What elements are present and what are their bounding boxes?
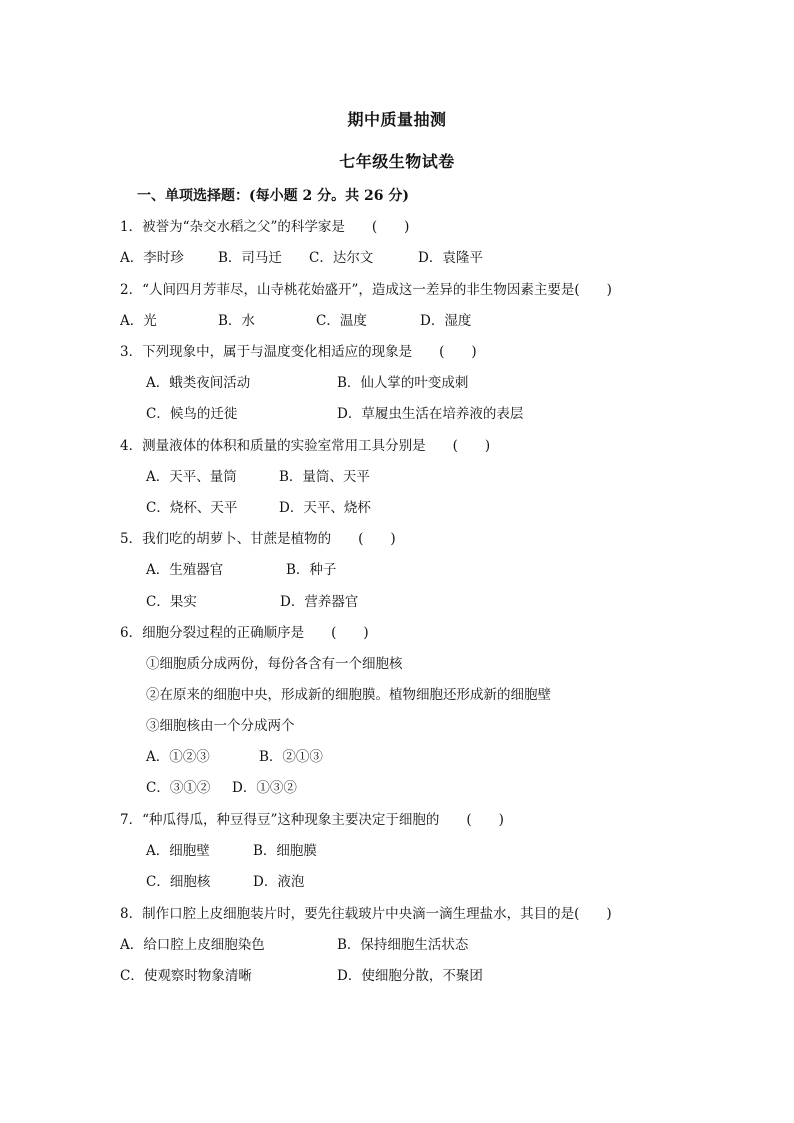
- question-stem: 3．下列现象中，属于与温度变化相适应的现象是 ( ): [120, 344, 477, 360]
- question-stem: 4．测量液体的体积和质量的实验室常用工具分别是 ( ): [120, 438, 491, 454]
- question-option: B．保持细胞生活状态: [337, 937, 469, 953]
- question-stem: 7．“种瓜得瓜，种豆得豆”这种现象主要决定于细胞的 ( ): [120, 812, 504, 828]
- question-option: A．生殖器官: [146, 562, 224, 578]
- question-option: D．袁隆平: [418, 250, 483, 266]
- question-option: C．果实: [146, 594, 197, 610]
- question-option: C．烧杯、天平: [146, 500, 238, 516]
- question-option: B．②①③: [259, 749, 323, 765]
- question-option: C．③①②: [146, 780, 211, 796]
- question-option: D．湿度: [420, 313, 472, 329]
- question-option: B．量筒、天平: [279, 469, 370, 485]
- question-option: A．蛾类夜间活动: [146, 375, 251, 391]
- question-option: D．液泡: [253, 874, 305, 890]
- question-option: A．给口腔上皮细胞染色: [120, 937, 265, 953]
- question-stem: 5．我们吃的胡萝卜、甘蔗是植物的 ( ): [120, 531, 396, 547]
- question-option: A．李时珍: [120, 250, 184, 266]
- question-option: A．天平、量筒: [146, 469, 237, 485]
- question-option: B．细胞膜: [253, 843, 317, 859]
- question-option: C．候鸟的迁徙: [146, 406, 238, 422]
- question-option: C．使观察时物象清晰: [120, 968, 252, 984]
- question-option: A．细胞壁: [146, 843, 210, 859]
- question-option: D．草履虫生活在培养液的表层: [337, 406, 524, 422]
- question-option: D．营养器官: [280, 594, 359, 610]
- question-option: A．①②③: [146, 749, 210, 765]
- question-stem: 8．制作口腔上皮细胞装片时，要先往载玻片中央滴一滴生理盐水，其目的是( ): [120, 906, 612, 922]
- question-stem: 6．细胞分裂过程的正确顺序是 ( ): [120, 625, 369, 641]
- exam-title: 期中质量抽测: [347, 110, 447, 129]
- question-option: C．达尔文: [309, 250, 374, 266]
- question-option: B．种子: [286, 562, 337, 578]
- question-option: D．天平、烧杯: [279, 500, 371, 516]
- process-step: ①细胞质分成两份，每份各含有一个细胞核: [146, 656, 403, 672]
- question-stem: 2．“人间四月芳菲尽，山寺桃花始盛开”，造成这一差异的非生物因素主要是( ): [120, 282, 612, 298]
- question-option: B．仙人掌的叶变成刺: [337, 375, 469, 391]
- question-stem: 1．被誉为“杂交水稻之父”的科学家是 ( ): [120, 219, 410, 235]
- question-option: D．使细胞分散，不聚团: [337, 968, 483, 984]
- question-option: C．细胞核: [146, 874, 211, 890]
- question-option: C．温度: [316, 313, 367, 329]
- question-option: A．光: [120, 313, 157, 329]
- exam-subtitle: 七年级生物试卷: [339, 152, 455, 171]
- question-option: B．司马迁: [218, 250, 282, 266]
- question-option: B．水: [218, 313, 255, 329]
- section-heading: 一、单项选择题：(每小题 2 分。共 26 分): [137, 188, 409, 204]
- process-step: ③细胞核由一个分成两个: [146, 718, 295, 734]
- question-option: D．①③②: [232, 780, 297, 796]
- process-step: ②在原来的细胞中央，形成新的细胞膜。植物细胞还形成新的细胞壁: [146, 687, 551, 703]
